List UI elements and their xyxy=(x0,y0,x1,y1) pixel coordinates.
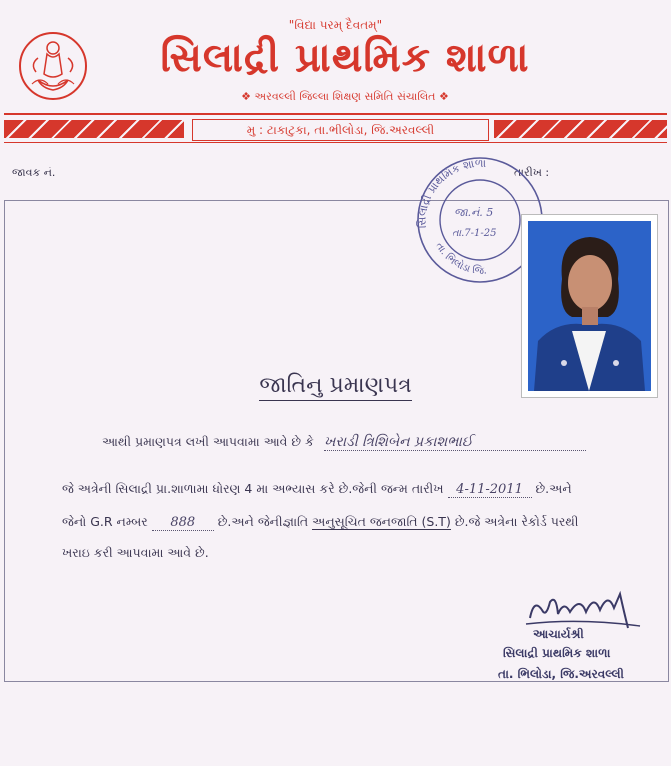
caste: અનુસૂચિત જનજાતિ (S.T) xyxy=(312,514,451,529)
line3-end: છે.જે અત્રેના રેકોર્ડ પરથી xyxy=(454,514,579,529)
managing-body: ❖ અરવલ્લી જિલ્લા શિક્ષણ સમિતિ સંચાલિત ❖ xyxy=(241,90,449,103)
motto: "વિદ્યા પરમ્ દૈવતમ્" xyxy=(288,18,383,32)
student-name: ખરાડી ત્રિશિબેન પ્રકાશભાઈ xyxy=(324,434,586,451)
line3-mid: છે.અને જેનીજ્ઞાતિ xyxy=(217,514,309,529)
stamp-ring-bottom: તા. ભિલોડા જિ. xyxy=(433,240,488,277)
certificate-line-3 xyxy=(62,514,667,531)
school-name: સિલાદ્રી પ્રાથમિક શાળા xyxy=(160,34,530,81)
certificate-line-2 xyxy=(62,481,662,498)
header-stripe-left xyxy=(4,120,184,138)
date-label: તારીખ : xyxy=(514,166,550,179)
line2-end: છે.અને xyxy=(535,481,572,496)
birth-date: 4-11-2011 xyxy=(448,482,532,498)
stamp-date: તા.7-1-25 xyxy=(452,228,497,239)
header-stripe-right xyxy=(494,120,667,138)
header-divider-bottom xyxy=(4,142,667,143)
line1-text: આથી પ્રમાણપત્ર લખી આપવામા આવે છે કે xyxy=(102,434,314,449)
certificate-line-1 xyxy=(102,434,586,451)
line2-text: જે અત્રેની સિલાદ્રી પ્રા.શાળામા ધોરણ 4 મા અભ્યાસ કરે છે.જેની જન્મ તારીખ xyxy=(62,481,444,496)
svg-text:તા. ભિલોડા જિ. xyxy=(433,241,487,277)
saraswati-logo xyxy=(18,26,88,106)
stamp-ring-text: સિલાદ્રી પ્રાથમિક શાળા xyxy=(415,156,487,229)
student-photo xyxy=(522,215,657,397)
certificate-title: જાતિનુ પ્રમાણપત્ર xyxy=(0,373,671,398)
certificate-line-4: ખરાઇ કરી આપવામા આવે છે. xyxy=(62,545,209,560)
student-portrait xyxy=(528,221,651,391)
header-divider xyxy=(4,113,667,115)
signature-address: તા. ભિલોડા, જિ.અરવલ્લી xyxy=(498,667,624,681)
outward-number-label: જાવક નં. xyxy=(12,166,56,179)
line3-text: જેનો G.R નમ્બર xyxy=(62,514,148,529)
stamp-number: જા.નં. 5 xyxy=(454,206,494,219)
gr-number: 888 xyxy=(152,515,214,531)
principal-title: આચાર્યશ્રી xyxy=(533,627,584,641)
school-address: મુ : ટાકાટુકા, તા.ભીલોડા, જિ.અરવલ્લી xyxy=(192,119,489,141)
signature-school-name: સિલાદ્રી પ્રાથમિક શાળા xyxy=(503,646,611,660)
